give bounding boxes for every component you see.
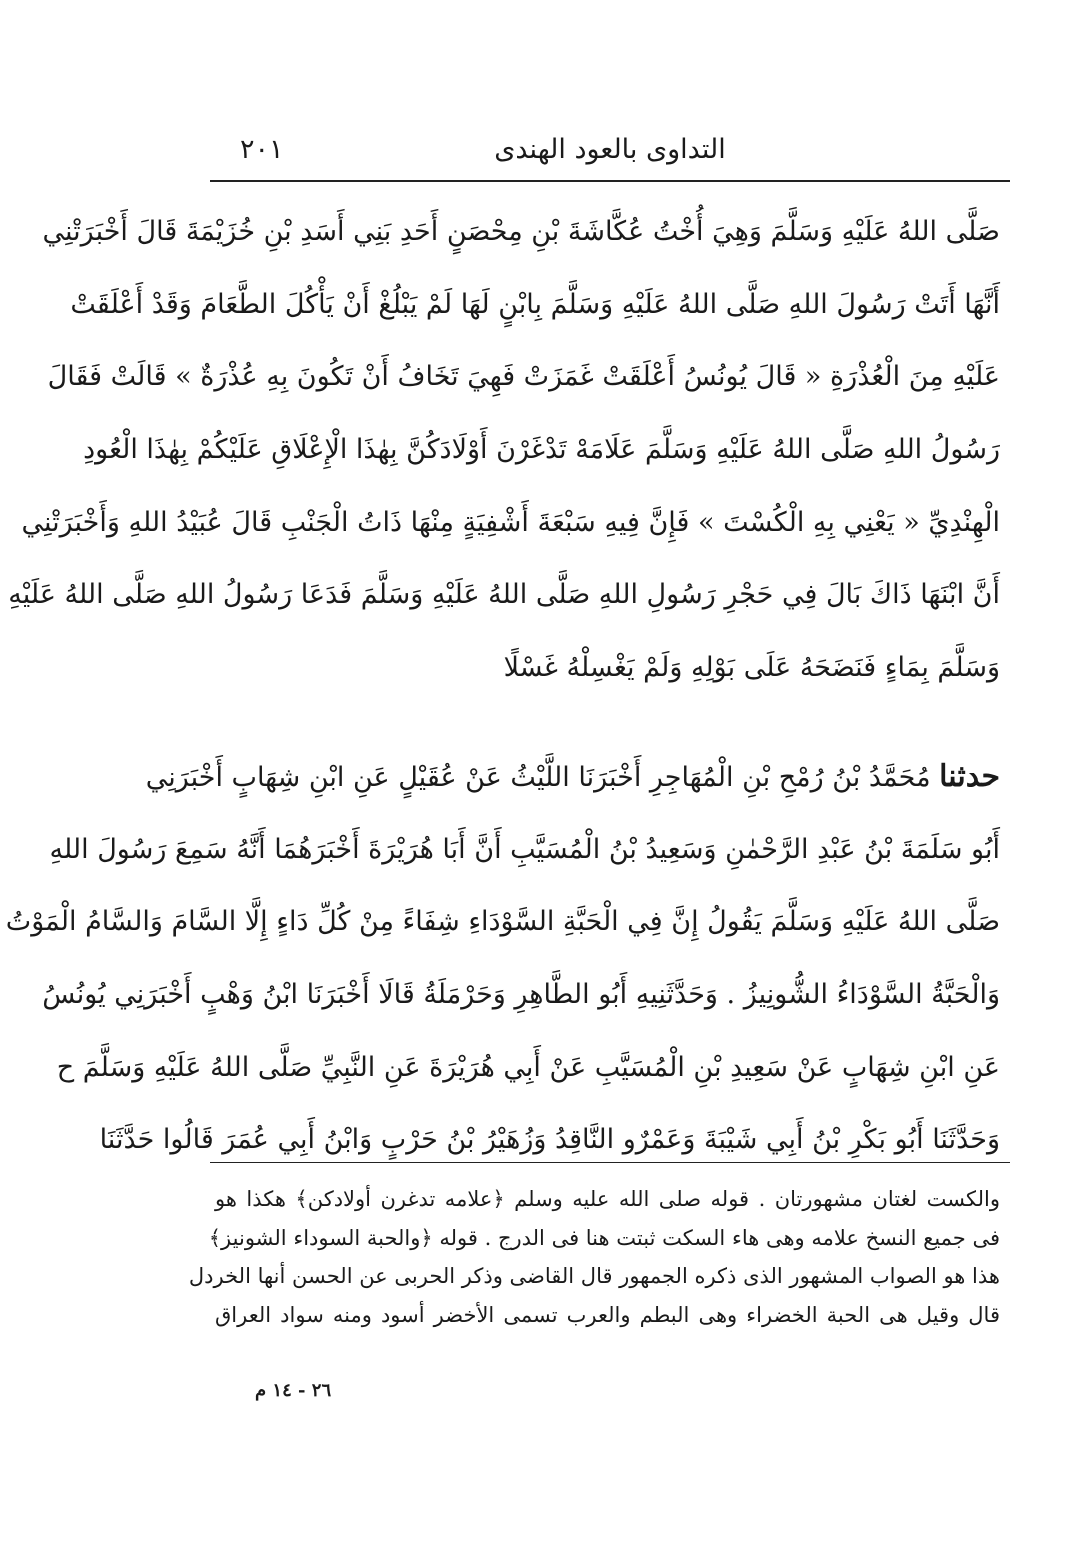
footnote-line: هذا هو الصواب المشهور الذى ذكره الجمهور قال القاضى وذكر الحربى عن الحسن أنها الخردل — [188, 1264, 1000, 1288]
text-line: أَبُو سَلَمَةَ بْنُ عَبْدِ الرَّحْمٰنِ وَسَعِيدُ بْنُ الْمُسَيَّبِ أَنَّ أَبَا هُرَيْرَةَ أَخْبَرَهُمَا أَنَّهُ سَمِعَ رَسُولَ اللهِ — [49, 833, 1000, 865]
running-header — [210, 128, 1010, 176]
text-line: الْهِنْدِيِّ « يَعْنِي بِهِ الْكُسْتَ » فَإِنَّ فِيهِ سَبْعَةَ أَشْفِيَةٍ مِنْهَا ذَاتُ الْجَنْبِ قَالَ عُبَيْدُ اللهِ وَأَخْبَرَتْنِي — [21, 506, 1000, 538]
chapter-title: التداوى بالعود الهندى — [494, 134, 726, 165]
footnote-line: فى جميع النسخ علامه وهى هاء السكت ثبتت هنا فى الدرج . قوله ﴿والحبة السوداء الشونيز﴾ — [208, 1225, 1000, 1250]
text-line: صَلَّى اللهُ عَلَيْهِ وَسَلَّمَ يَقُولُ إِنَّ فِي الْحَبَّةِ السَّوْدَاءِ شِفَاءً مِنْ كُلِّ دَاءٍ إِلَّا السَّامَ وَالسَّامُ الْمَوْتُ — [5, 906, 1000, 938]
printer-signature: ٢٦ - ١٤ م — [255, 1380, 332, 1401]
footnote-line: قال وقيل هى الحبة الخضراء وهى البطم والعرب تسمى الأخضر أسود ومنه سواد العراق — [215, 1302, 1000, 1327]
footnote-rule — [210, 1162, 1010, 1163]
text-line: أَنَّهَا أَتَتْ رَسُولَ اللهِ صَلَّى اللهُ عَلَيْهِ وَسَلَّمَ بِابْنٍ لَهَا لَمْ يَبْلُغْ أَنْ يَأْكُلَ الطَّعَامَ وَقَدْ أَعْلَقَتْ — [70, 288, 1000, 320]
text-line: وَسَلَّمَ بِمَاءٍ فَنَضَحَهُ عَلَى بَوْلِهِ وَلَمْ يَغْسِلْهُ غَسْلًا — [503, 652, 1000, 684]
text-line: أَنَّ ابْنَهَا ذَاكَ بَالَ فِي حَجْرِ رَسُولِ اللهِ صَلَّى اللهُ عَلَيْهِ وَسَلَّمَ فَدَعَا رَسُولُ اللهِ صَلَّى اللهُ عَلَيْهِ — [8, 579, 1000, 611]
text-segment: مُحَمَّدُ بْنُ رُمْحِ بْنِ الْمُهَاجِرِ أَخْبَرَنَا اللَّيْثُ عَنْ عُقَيْلٍ عَنِ ابْنِ شِهَابٍ أَخْبَرَنِي — [145, 761, 931, 793]
main-text — [5, 196, 1000, 1177]
hadith-marker: حدثنا — [939, 758, 1000, 794]
text-line: رَسُولُ اللهِ صَلَّى اللهُ عَلَيْهِ وَسَلَّمَ عَلَامَهْ تَدْغَرْنَ أَوْلَادَكُنَّ بِهٰذَا الْإِعْلَاقِ عَلَيْكُمْ بِهٰذَا الْعُودِ — [83, 434, 1000, 466]
text-line: عَنِ ابْنِ شِهَابٍ عَنْ سَعِيدِ بْنِ الْمُسَيَّبِ عَنْ أَبِي هُرَيْرَةَ عَنِ النَّبِيِّ صَلَّى اللهُ عَلَيْهِ وَسَلَّمَ ح — [56, 1051, 1000, 1083]
text-line: وَالْحَبَّةُ السَّوْدَاءُ الشُّونِيزُ . وَحَدَّثَنِيهِ أَبُو الطَّاهِرِ وَحَرْمَلَةُ قَالَا أَخْبَرَنَا ابْنُ وَهْبٍ أَخْبَرَنِي يُونُسُ — [42, 978, 1000, 1010]
hadith-opening-line — [145, 741, 1000, 814]
footnote-line: والكست لغتان مشهورتان . قوله صلى الله عليه وسلم ﴿علامه تدغرن أولادكن﴾ هكذا هو — [215, 1187, 1000, 1211]
text-line: عَلَيْهِ مِنَ الْعُذْرَةِ « قَالَ يُونُسُ أَعْلَقَتْ غَمَزَتْ فَهِيَ تَخَافُ أَنْ تَكُونَ بِهِ عُذْرَةٌ » قَالَتْ فَقَالَ — [47, 361, 1000, 393]
footnotes — [188, 1180, 1000, 1334]
text-line: صَلَّى اللهُ عَلَيْهِ وَسَلَّمَ وَهِيَ أُخْتُ عُكَّاشَةَ بْنِ مِحْصَنٍ أَحَدِ بَنِي أَسَدِ بْنِ خُزَيْمَةَ قَالَ أَخْبَرَتْنِي — [42, 216, 1000, 247]
text-line: وَحَدَّثَنَا أَبُو بَكْرِ بْنُ أَبِي شَيْبَةَ وَعَمْرٌو النَّاقِدُ وَزُهَيْرُ بْنُ حَرْبٍ وَابْنُ أَبِي عُمَرَ قَالُوا حَدَّثَنَا — [99, 1124, 1000, 1156]
page-number: ٢٠١ — [240, 134, 284, 165]
header-rule — [210, 180, 1010, 182]
